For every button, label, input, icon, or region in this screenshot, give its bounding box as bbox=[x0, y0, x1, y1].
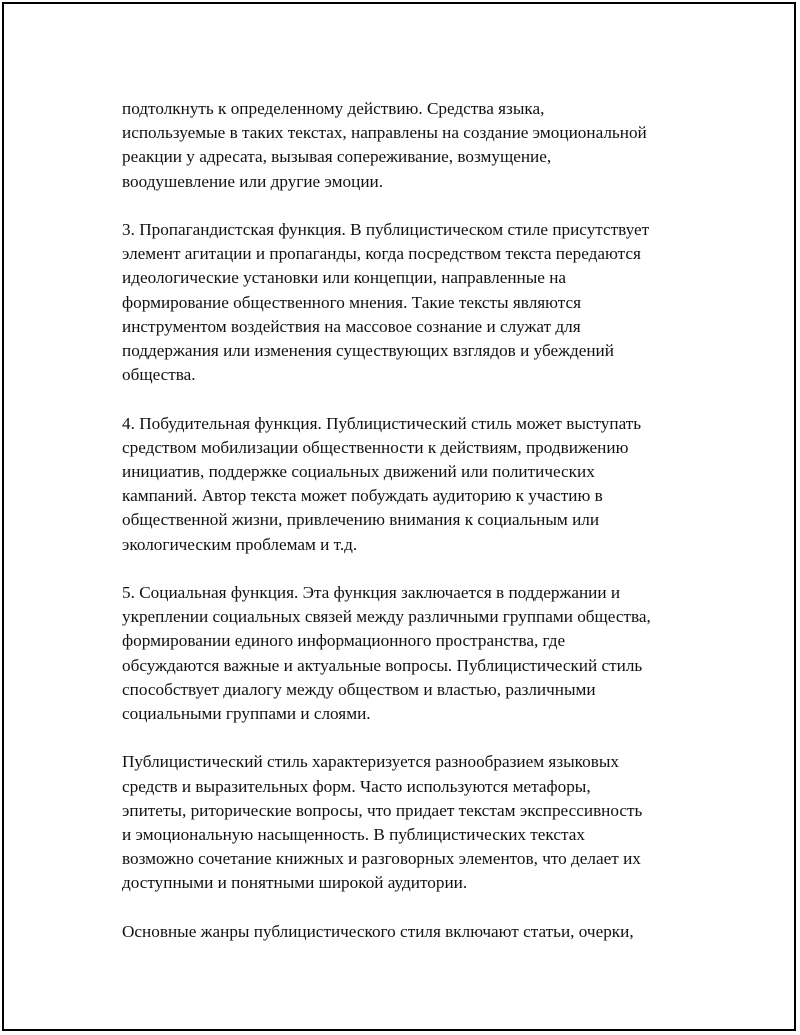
text-line: средств и выразительных форм. Часто используются метафоры, bbox=[122, 776, 591, 796]
text-line: общества. bbox=[122, 365, 196, 385]
text-line: способствует диалогу между обществом и властью, различными bbox=[122, 679, 596, 699]
text-line: средством мобилизации общественности к действиям, продвижению bbox=[122, 437, 629, 457]
text-line: укреплении социальных связей между различными группами общества, bbox=[122, 607, 651, 627]
text-line: социальными группами и слоями. bbox=[122, 704, 371, 724]
paragraph-style-characteristics bbox=[122, 750, 722, 895]
paragraph-emotional-function-end bbox=[122, 97, 722, 194]
paragraph-main-genres bbox=[122, 920, 722, 944]
paragraph-propaganda-function bbox=[122, 218, 722, 387]
text-line: доступными и понятными широкой аудитории. bbox=[122, 873, 468, 893]
text-line: общественной жизни, привлечению внимания к социальным или bbox=[122, 510, 600, 530]
text-line: поддержания или изменения существующих взглядов и убеждений bbox=[122, 341, 614, 361]
text-line: и эмоциональную насыщенность. В публицистических текстах bbox=[122, 825, 585, 845]
text-line: 5. Социальная функция. Эта функция заключается в поддержании и bbox=[122, 583, 621, 603]
text-line: 4. Побудительная функция. Публицистический стиль может выступать bbox=[122, 413, 642, 433]
text-line: подтолкнуть к определенному действию. Средства языка, bbox=[122, 99, 545, 118]
text-line: экологическим проблемам и т.д. bbox=[122, 534, 358, 554]
text-line: формировании единого информационного пространства, где bbox=[122, 631, 566, 651]
text-line: обсуждаются важные и актуальные вопросы. Публицистический стиль bbox=[122, 655, 643, 675]
text-line: инициатив, поддержке социальных движений или политических bbox=[122, 462, 595, 482]
text-line: возможно сочетание книжных и разговорных элементов, что делает их bbox=[122, 849, 641, 869]
text-line: кампаний. Автор текста может побуждать аудиторию к участию в bbox=[122, 486, 603, 506]
text-line: Основные жанры публицистического стиля включают статьи, очерки, bbox=[122, 921, 634, 941]
document-page bbox=[2, 2, 796, 1031]
text-line: реакции у адресата, вызывая сопереживание, возмущение, bbox=[122, 147, 552, 167]
text-line: формирование общественного мнения. Такие тексты являются bbox=[122, 292, 582, 312]
text-line: Публицистический стиль характеризуется разнообразием языковых bbox=[122, 752, 620, 772]
paragraph-motivational-function bbox=[122, 412, 722, 557]
text-line: эпитеты, риторические вопросы, что придает текстам экспрессивность bbox=[122, 800, 643, 820]
paragraph-social-function bbox=[122, 581, 722, 726]
document-body bbox=[122, 97, 722, 968]
text-line: воодушевление или другие эмоции. bbox=[122, 171, 384, 191]
text-line: используемые в таких текстах, направлены на создание эмоциональной bbox=[122, 123, 647, 143]
text-line: 3. Пропагандистская функция. В публицистическом стиле присутствует bbox=[122, 220, 650, 239]
text-line: инструментом воздействия на массовое сознание и служат для bbox=[122, 316, 581, 336]
text-line: идеологические установки или концепции, направленные на bbox=[122, 268, 567, 288]
text-line: элемент агитации и пропаганды, когда посредством текста передаются bbox=[122, 244, 641, 264]
